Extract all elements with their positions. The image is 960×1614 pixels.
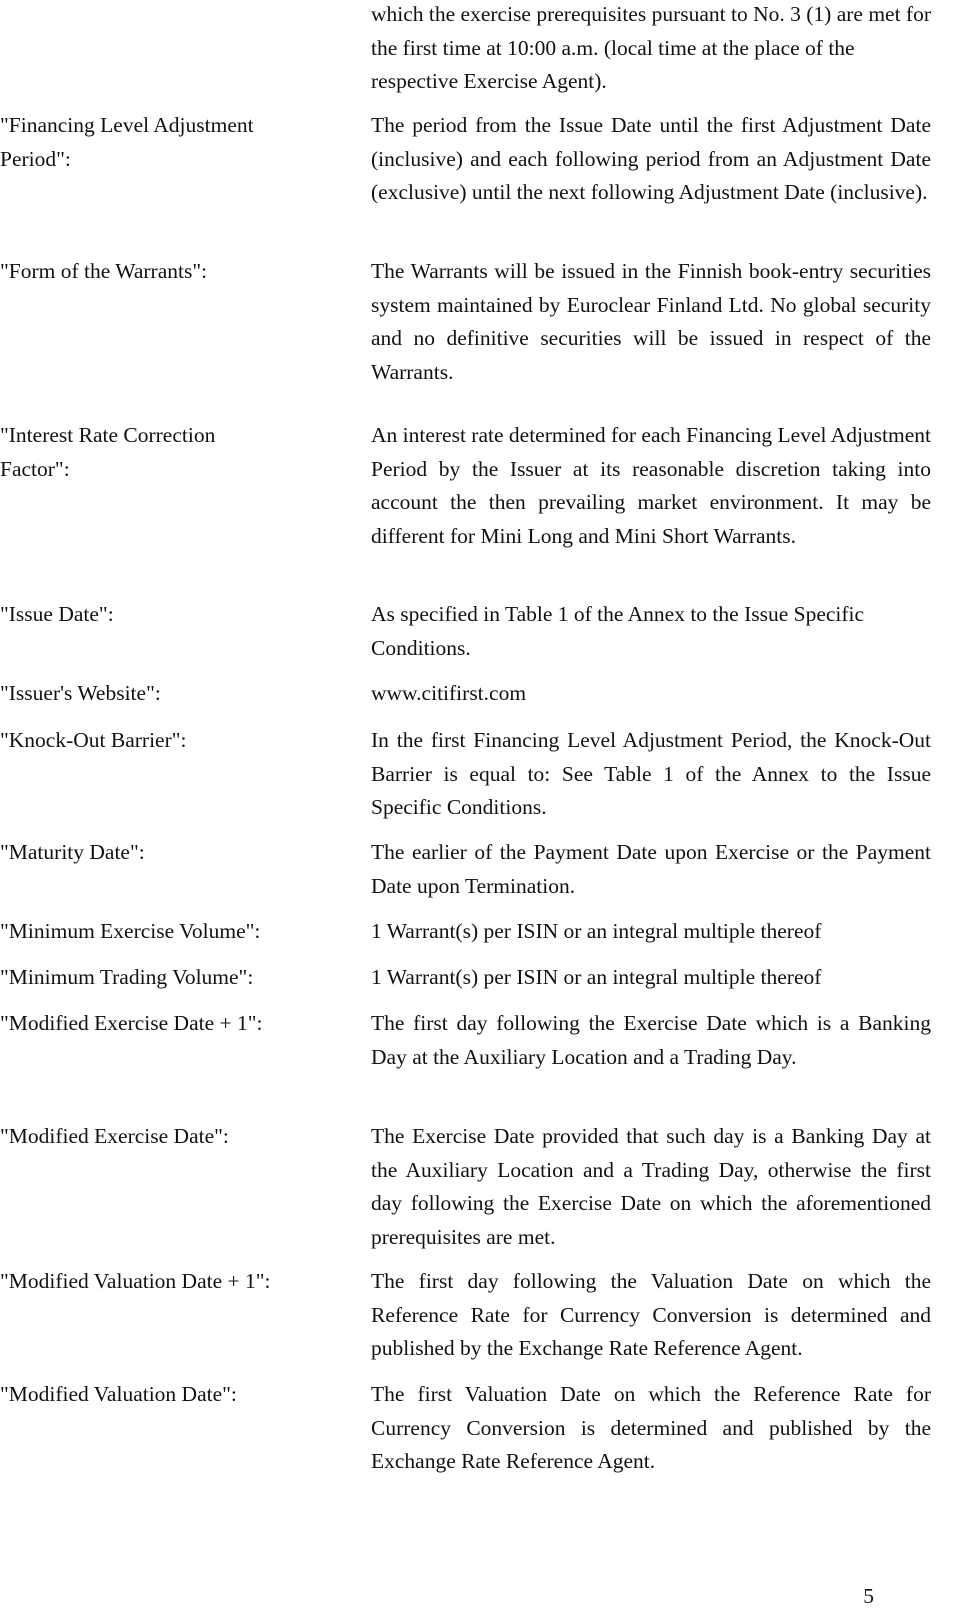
definition-term: "Maturity Date": (0, 840, 145, 864)
definition-text: The first Valuation Date on which the Reference Rate for Currency Conversion is determined and published by the Exchange Rate Reference Agent. (371, 1382, 931, 1473)
definition-term: "Issue Date": (0, 602, 114, 626)
definition-term: "Issuer's Website": (0, 681, 161, 705)
definition-term: "Interest Rate Correction Factor": (0, 423, 216, 481)
definition-term: "Minimum Trading Volume": (0, 965, 254, 989)
definition-term: "Knock-Out Barrier": (0, 728, 187, 752)
definition-text: The Warrants will be issued in the Finnish book-entry securities system maintained by Euroclear Finland Ltd. No global security and no definitive securities will be issued in respect of the Warrants. (371, 259, 931, 384)
definition-term: "Form of the Warrants": (0, 259, 208, 283)
definition-term: "Financing Level Adjustment Period": (0, 113, 254, 171)
definition-term: "Modified Valuation Date + 1": (0, 1269, 271, 1293)
intro-continuation-text: which the exercise prerequisites pursuant to No. 3 (1) are met for the first time at 10:00 a.m. (local time at the place of the respective Exercise Agent). (371, 2, 931, 93)
definition-text: 1 Warrant(s) per ISIN or an integral multiple thereof (371, 965, 822, 989)
definition-text: The first day following the Exercise Date which is a Banking Day at the Auxiliary Location and a Trading Day. (371, 1011, 931, 1069)
definition-term: "Modified Exercise Date + 1": (0, 1011, 263, 1035)
page-number: 5 (863, 1584, 874, 1608)
definition-text: www.citifirst.com (371, 681, 527, 705)
definition-text: The first day following the Valuation Date on which the Reference Rate for Currency Conversion is determined and published by the Exchange Rate Reference Agent. (371, 1269, 931, 1360)
definition-text: The period from the Issue Date until the first Adjustment Date (inclusive) and each following period from an Adjustment Date (exclusive) until the next following Adjustment Date (inclusive). (371, 113, 931, 204)
definition-text: An interest rate determined for each Financing Level Adjustment Period by the Issuer at its reasonable discretion taking into account the then prevailing market environment. It may be different for Mini Long and Mini Short Warrants. (371, 423, 932, 548)
definition-term: "Modified Valuation Date": (0, 1382, 237, 1406)
definition-term: "Minimum Exercise Volume": (0, 919, 261, 943)
definition-text: In the first Financing Level Adjustment Period, the Knock-Out Barrier is equal to: See Table 1 of the Annex to the Issue Specific Conditions. (371, 728, 931, 819)
definition-text: The earlier of the Payment Date upon Exercise or the Payment Date upon Termination. (371, 840, 931, 898)
definition-text: As specified in Table 1 of the Annex to the Issue Specific Conditions. (371, 602, 865, 660)
definition-text: 1 Warrant(s) per ISIN or an integral multiple thereof (371, 919, 822, 943)
definition-text: The Exercise Date provided that such day is a Banking Day at the Auxiliary Location and a Trading Day, otherwise the first day following the Exercise Date on which the aforementioned prerequisites are met. (371, 1124, 931, 1249)
definition-term: "Modified Exercise Date": (0, 1124, 229, 1148)
